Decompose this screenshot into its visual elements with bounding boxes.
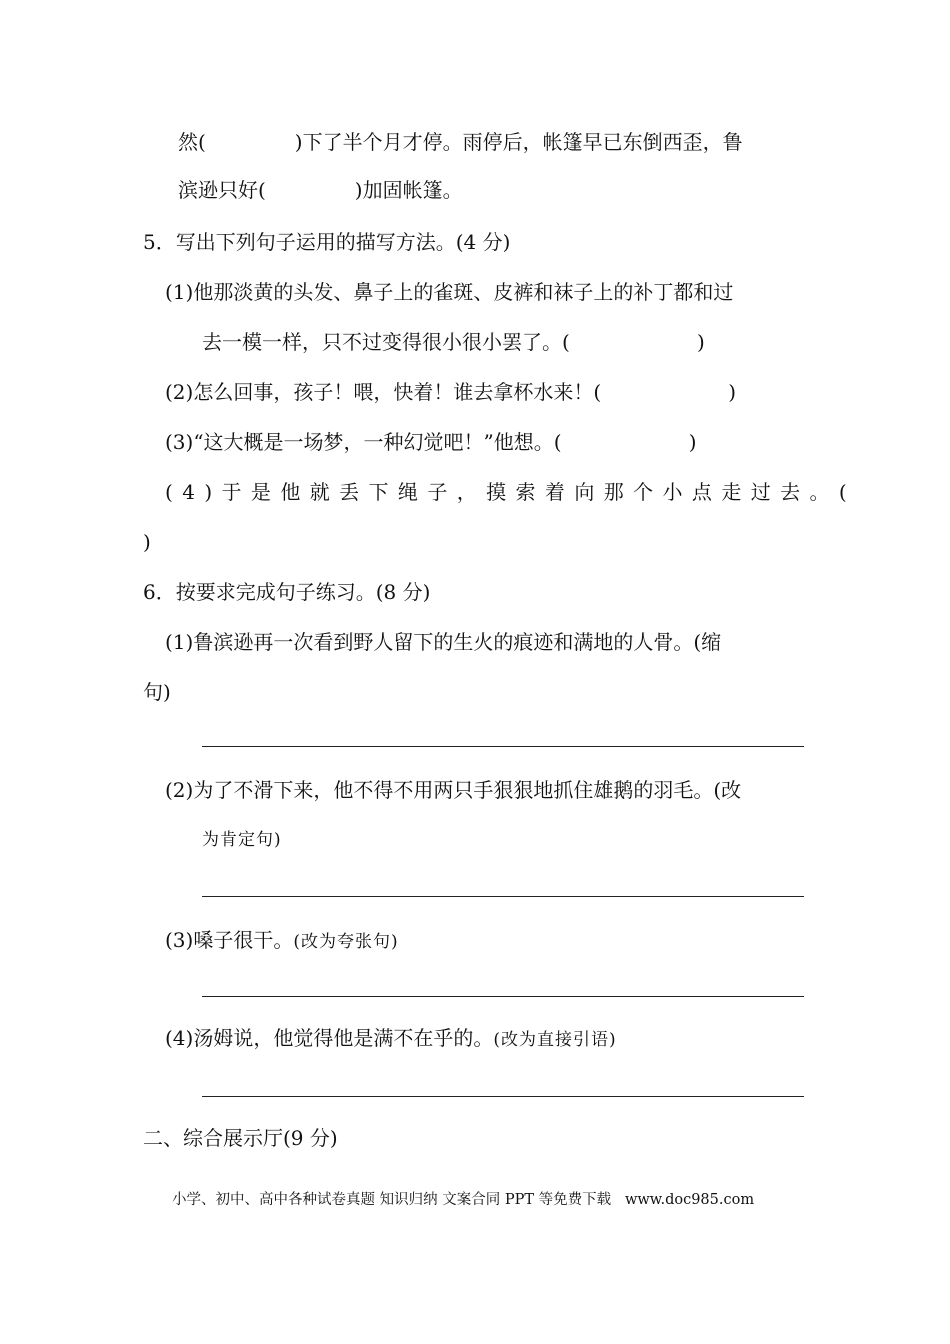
q6-item3-instruction: (改为夸张句) (293, 932, 399, 952)
q4-continued-line-1: 然( )下了半个月才停。雨停后，帐篷早已东倒西歪，鲁 (178, 130, 743, 154)
q6-item3-answer-line[interactable] (202, 996, 804, 997)
q5-item4-line1: (4)于是他就丢下绳子，摸索着向那个小点走过去。( (165, 480, 857, 504)
q5-item3: (3)“这大概是一场梦，一种幻觉吧！”他想。( ) (165, 430, 697, 454)
q6-item4-instruction: (改为直接引语) (493, 1030, 617, 1050)
q6-item3 (165, 928, 399, 954)
q5-heading: 5．写出下列句子运用的描写方法。(4 分) (143, 230, 511, 254)
q6-item2-answer-line[interactable] (202, 896, 804, 897)
q6-item2-line2: 为肯定句) (202, 830, 282, 850)
q6-item4-sentence: (4)汤姆说，他觉得他是满不在乎的。 (165, 1026, 494, 1050)
section-2-heading: 二、综合展示厅(9 分) (143, 1126, 338, 1150)
q6-item4-answer-line[interactable] (202, 1096, 804, 1097)
q6-heading: 6．按要求完成句子练习。(8 分) (143, 580, 431, 604)
q5-item1-line2: 去一模一样，只不过变得很小很小罢了。( ) (202, 330, 705, 354)
q6-item2-line1: (2)为了不滑下来，他不得不用两只手狠狠地抓住雄鹅的羽毛。(改 (165, 778, 742, 802)
q4-continued-line-2: 滨逊只好( )加固帐篷。 (178, 178, 463, 202)
page-footer: 小学、初中、高中各种试卷真题 知识归纳 文案合同 PPT 等免费下载 www.doc985.com (172, 1192, 755, 1208)
q5-item1-line1: (1)他那淡黄的头发、鼻子上的雀斑、皮裤和袜子上的补丁都和过 (165, 280, 734, 304)
q5-item2: (2)怎么回事，孩子！喂，快着！谁去拿杯水来！( ) (165, 380, 737, 404)
q6-item3-sentence: (3)嗓子很干。 (165, 928, 294, 952)
q6-item4 (165, 1026, 617, 1052)
q5-item4-line2: ) (143, 530, 151, 554)
q6-item1-line1: (1)鲁滨逊再一次看到野人留下的生火的痕迹和满地的人骨。(缩 (165, 630, 722, 654)
q6-item1-line2: 句) (143, 680, 171, 704)
q6-item1-answer-line[interactable] (202, 746, 804, 747)
